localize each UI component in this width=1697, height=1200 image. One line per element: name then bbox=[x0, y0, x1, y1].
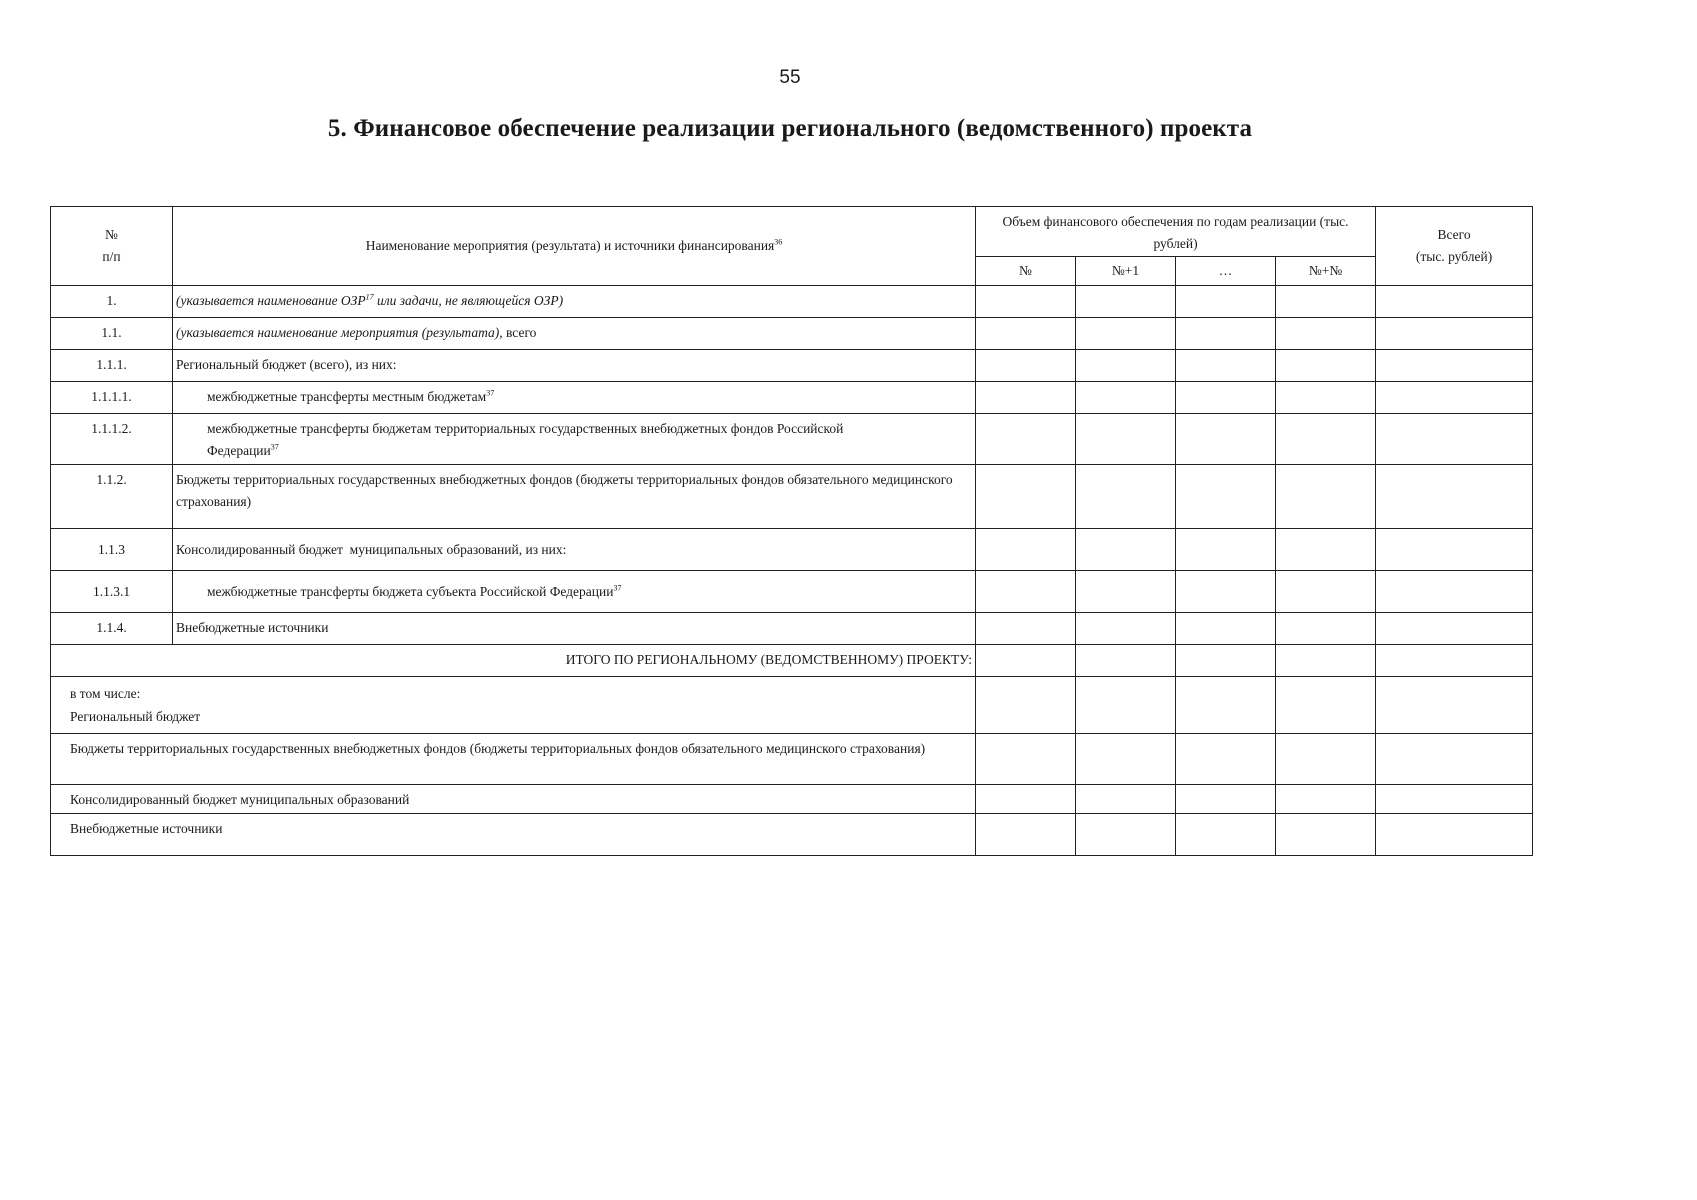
row-name: межбюджетные трансферты бюджета субъекта Российской Федерации$^{37}$ bbox=[173, 571, 976, 613]
summary-row bbox=[51, 734, 1533, 785]
row-number: 1.1.1.1. bbox=[51, 382, 173, 414]
header-total-unit: (тыс. рублей) bbox=[1415, 249, 1493, 264]
table-row bbox=[51, 350, 1533, 382]
header-num-label: п/п bbox=[102, 249, 121, 264]
page-number: 55 bbox=[779, 67, 801, 88]
table-row bbox=[51, 613, 1533, 645]
summary-regional bbox=[51, 677, 976, 734]
table-row bbox=[51, 286, 1533, 318]
header-num-symbol: № bbox=[105, 227, 118, 242]
row-name: Бюджеты территориальных государственных внебюджетных фондов (бюджеты территориальных фондов обязательного медицинского страхования) bbox=[173, 465, 976, 529]
summary-row bbox=[51, 785, 1533, 814]
table-row bbox=[51, 318, 1533, 350]
header-year-nn: №+№ bbox=[1276, 257, 1376, 286]
summary-funds-label: Бюджеты территориальных государственных внебюджетных фондов (бюджеты территориальных фондов обязательного медицинского страхования) bbox=[51, 734, 976, 785]
header-volume-label: Объем финансового обеспечения по годам реализации (тыс. рублей) bbox=[1002, 214, 1349, 251]
table-row bbox=[51, 382, 1533, 414]
total-label: ИТОГО ПО РЕГИОНАЛЬНОМУ (ВЕДОМСТВЕННОМУ) ПРОЕКТУ: bbox=[51, 645, 976, 677]
row-name: межбюджетные трансферты местным бюджетам$^{37}$ bbox=[173, 382, 976, 414]
summary-row bbox=[51, 814, 1533, 856]
header-name-cell bbox=[173, 207, 976, 286]
header-year-n: № bbox=[976, 257, 1076, 286]
row-number: 1.1.4. bbox=[51, 613, 173, 645]
header-total-label: Всего bbox=[1437, 227, 1471, 242]
row-number: 1.1. bbox=[51, 318, 173, 350]
header-volume-cell bbox=[976, 207, 1376, 257]
row-name: межбюджетные трансферты бюджетам территориальных государственных внебюджетных фондов Российской Федерации$^{37}$ bbox=[173, 414, 976, 465]
row-name: Внебюджетные источники bbox=[173, 613, 976, 645]
summary-extra-label: Внебюджетные источники bbox=[51, 814, 976, 856]
row-number: 1.1.1. bbox=[51, 350, 173, 382]
row-number: 1.1.2. bbox=[51, 465, 173, 529]
summary-municipal-label: Консолидированный бюджет муниципальных образований bbox=[51, 785, 976, 814]
summary-including-label: в том числе: bbox=[70, 686, 141, 701]
row-number: 1. bbox=[51, 286, 173, 318]
section-title: 5. Финансовое обеспечение реализации регионального (ведомственного) проекта bbox=[327, 115, 1253, 142]
row-name: Региональный бюджет (всего), из них: bbox=[173, 350, 976, 382]
row-number: 1.1.3 bbox=[51, 529, 173, 571]
financing-table bbox=[50, 206, 1533, 856]
row-name: (указывается наименование мероприятия (результата), всего bbox=[173, 318, 976, 350]
table-row bbox=[51, 571, 1533, 613]
header-num-cell bbox=[51, 207, 173, 286]
summary-row bbox=[51, 677, 1533, 734]
row-number: 1.1.3.1 bbox=[51, 571, 173, 613]
header-year-n1: №+1 bbox=[1076, 257, 1176, 286]
total-row bbox=[51, 645, 1533, 677]
row-name: Консолидированный бюджет муниципальных образований, из них: bbox=[173, 529, 976, 571]
header-name-label: Наименование мероприятия (результата) и источники финансирования bbox=[365, 238, 775, 253]
header-total-cell bbox=[1376, 207, 1533, 286]
row-number: 1.1.1.2. bbox=[51, 414, 173, 465]
header-name-footnote: 36 bbox=[774, 237, 783, 247]
summary-regional-label: Региональный бюджет bbox=[70, 709, 201, 724]
table-row bbox=[51, 465, 1533, 529]
header-year-ellipsis: … bbox=[1176, 257, 1276, 286]
table-row bbox=[51, 529, 1533, 571]
row-name: (указывается наименование ОЗР$^{17}$ или задачи, не являющейся ОЗР) bbox=[173, 286, 976, 318]
table-row bbox=[51, 414, 1533, 465]
